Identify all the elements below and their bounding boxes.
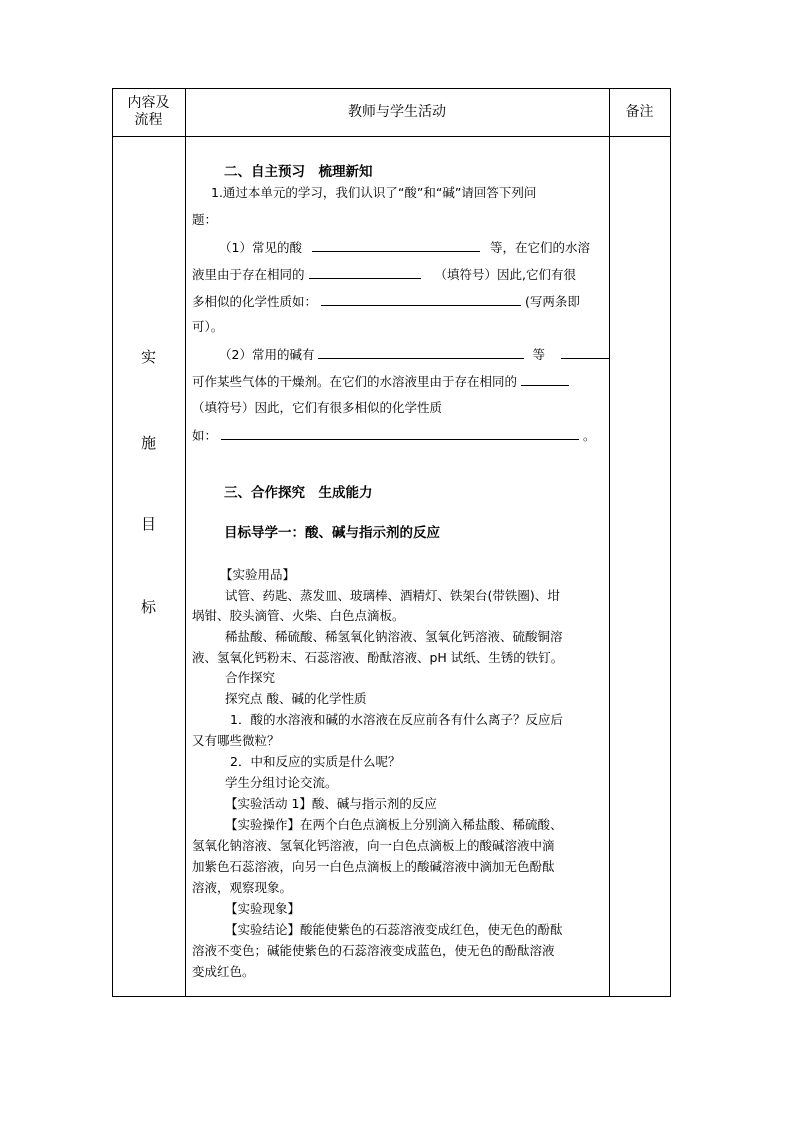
- group-discussion: 学生分组讨论交流。: [225, 775, 338, 790]
- header-content-flow-line1: 内容及: [127, 95, 170, 111]
- table-border-bottom: [112, 996, 671, 997]
- reagents-line-1: 稀盐酸、稀硫酸、稀氢氧化钠溶液、氢氧化钙溶液、硫酸铜溶: [225, 629, 563, 644]
- operation-line-2: 氢氧化钠溶液、氢氧化钙溶液，向一白色点滴板上的酸碱溶液中滴: [192, 838, 555, 853]
- fill-blank[interactable]: [221, 427, 579, 440]
- side-label-char-2: 施: [140, 434, 156, 452]
- supplies-title: 【实验用品】: [220, 567, 296, 582]
- column-divider-2: [609, 88, 610, 997]
- phenomenon-title: 【实验现象】: [225, 901, 301, 916]
- fill-blank[interactable]: [309, 266, 421, 279]
- cooperative-inquiry: 合作探究: [225, 670, 276, 685]
- conclusion-line-1: 【实验结论】酸能使紫色的石蕊溶液变成红色，使无色的酚酞: [225, 922, 563, 937]
- inquiry-question-2: 2．中和反应的实质是什么呢？: [230, 754, 401, 769]
- part-1-line-1: （1）常见的酸 等，在它们的水溶: [219, 240, 590, 255]
- side-label-char-3: 目: [140, 515, 156, 533]
- inquiry-question-1-line-2: 又有哪些微粒？: [192, 733, 280, 748]
- section-3-title: 三、合作探究 生成能力: [224, 485, 373, 501]
- fill-blank[interactable]: [521, 373, 569, 386]
- part-2-line-4: 如： 。: [192, 428, 596, 443]
- section-2-title: 二、自主预习 梳理新知: [224, 164, 373, 180]
- fill-blank[interactable]: [312, 239, 480, 252]
- conclusion-line-3: 变成红色。: [192, 964, 255, 979]
- part-2-line-3: （填符号）因此，它们有很多相似的化学性质: [192, 400, 443, 415]
- question-1-line-1: 1.通过本单元的学习，我们认识了“酸”和“碱”请回答下列问: [211, 185, 537, 200]
- header-remarks: 备注: [625, 103, 654, 120]
- table-border-right: [670, 88, 671, 997]
- fill-blank[interactable]: [561, 346, 609, 359]
- inquiry-point: 探究点 酸、碱的化学性质: [225, 691, 367, 706]
- fill-blank[interactable]: [318, 346, 524, 359]
- part-1-line-3: 多相似的化学性质如： (写两条即: [192, 294, 580, 309]
- operation-line-4: 溶液，观察现象。: [192, 880, 293, 895]
- operation-line-1: 【实验操作】在两个白色点滴板上分别滴入稀盐酸、稀硫酸、: [225, 817, 563, 832]
- question-1-line-2: 题：: [192, 212, 218, 227]
- supplies-line-1: 试管、药匙、蒸发皿、玻璃棒、酒精灯、铁架台(带铁圈)、坩: [225, 588, 560, 603]
- header-divider: [112, 136, 671, 137]
- part-1-line-2: 液里由于存在相同的 （填符号）因此,它们有很: [192, 267, 576, 282]
- column-divider-1: [185, 88, 186, 997]
- goal-title: 目标导学一：酸、碱与指示剂的反应: [224, 525, 440, 541]
- side-label-char-4: 标: [140, 598, 156, 616]
- inquiry-question-1-line-1: 1．酸的水溶液和碱的水溶液在反应前各有什么离子？反应后: [230, 712, 563, 727]
- supplies-line-2: 埚钳、胶头滴管、火柴、白色点滴板。: [192, 608, 405, 623]
- lesson-table: [112, 88, 671, 997]
- part-2-line-1: （2）常用的碱有 等: [219, 346, 609, 363]
- side-label-char-1: 实: [140, 348, 156, 366]
- conclusion-line-2: 溶液不变色；碱能使紫色的石蕊溶液变成蓝色，使无色的酚酞溶液: [192, 943, 555, 958]
- header-content-flow: [112, 88, 185, 136]
- operation-line-3: 加紫色石蕊溶液，向另一白色点滴板上的酸碱溶液中滴加无色酚酞: [192, 859, 555, 874]
- reagents-line-2: 液、氢氧化钙粉末、石蕊溶液、酚酞溶液、pH 试纸、生锈的铁钉。: [192, 650, 564, 665]
- fill-blank[interactable]: [321, 293, 521, 306]
- activity-1-title: 【实验活动 1】酸、碱与指示剂的反应: [225, 796, 437, 811]
- header-activities: 教师与学生活动: [348, 103, 446, 120]
- part-1-line-4: 可）。: [192, 319, 224, 334]
- table-border-left: [112, 88, 113, 997]
- header-content-flow-line2: 流程: [134, 112, 163, 128]
- part-2-line-2: 可作某些气体的干燥剂。在它们的水溶液里由于存在相同的: [192, 373, 569, 390]
